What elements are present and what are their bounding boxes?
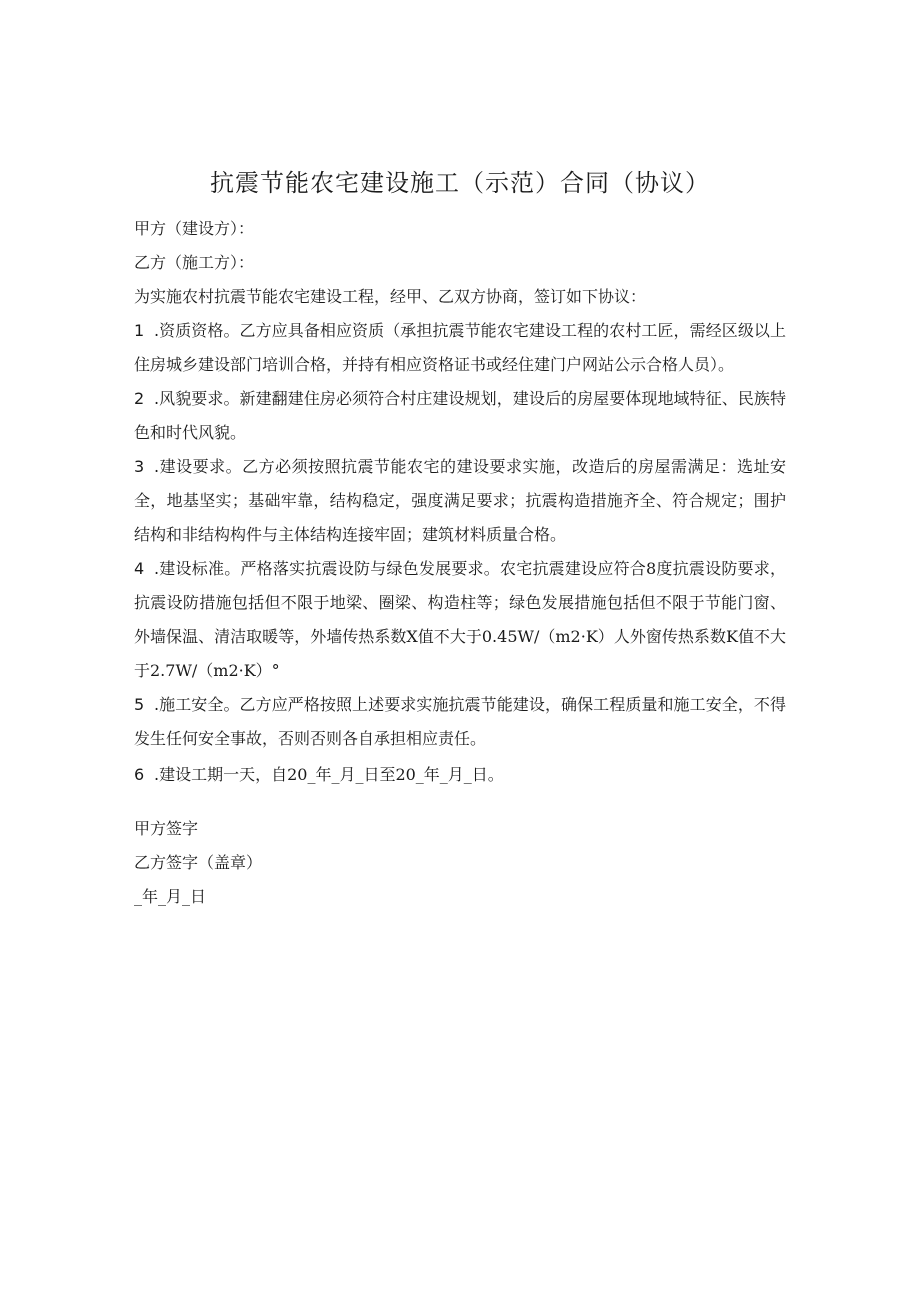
- party-a-line: 甲方（建设方）：: [134, 219, 255, 238]
- clause-number: 5: [134, 695, 145, 714]
- clause-2: [134, 382, 786, 450]
- clause-text: .施工安全。乙方应严格按照上述要求实施抗震节能建设，确保工程质量和施工安全，不得发生任何安全事故，否则否则各自承担相应责任。: [134, 695, 786, 748]
- clause-number: 4: [134, 559, 145, 578]
- party-a-signature: 甲方签字: [134, 819, 199, 838]
- clause-text: .建设要求。乙方必须按照抗震节能农宅的建设要求实施，改造后的房屋需满足：选址安全，地基坚实；基础牢靠，结构稳定，强度满足要求；抗震构造措施齐全、符合规定；围护结构和非结构构件与主体结构连接牢固；建筑材料质量合格。: [134, 457, 786, 544]
- clause-3: [134, 450, 786, 552]
- clause-number: 6: [134, 765, 145, 784]
- signature-block: [134, 812, 786, 914]
- clause-number: 3: [134, 457, 145, 476]
- party-b-signature: 乙方签字（盖章）: [134, 853, 263, 872]
- clause-text: .风貌要求。新建翻建住房必须符合村庄建设规划，建设后的房屋要体现地域特征、民族特色和时代风貌。: [134, 389, 786, 442]
- document-body: [134, 212, 786, 914]
- clause-6: [134, 758, 786, 792]
- clause-4: [134, 552, 786, 688]
- signature-date: _年_月_日: [134, 887, 207, 906]
- clause-text: .资质资格。乙方应具备相应资质（承担抗震节能农宅建设工程的农村工匠，需经区级以上住房城乡建设部门培训合格，并持有相应资格证书或经住建门户网站公示合格人员）。: [134, 321, 786, 374]
- clause-number: 2: [134, 389, 145, 408]
- clause-5: [134, 688, 786, 756]
- clause-number: 1: [134, 321, 145, 340]
- clause-1: [134, 314, 786, 382]
- clause-text: .建设工期一天，自20_年_月_日至20_年_月_日。: [154, 765, 504, 784]
- clause-text: .建设标准。严格落实抗震设防与绿色发展要求。农宅抗震建设应符合8度抗震设防要求，抗震设防措施包括但不限于地梁、圈梁、构造柱等；绿色发展措施包括但不限于节能门窗、外墙保温、清洁取暖等，外墙传热系数X值不大于0.45W/（m2·K）人外窗传热系数K值不大于2.7W/（m2·K）°: [134, 559, 786, 680]
- party-b-line: 乙方（施工方）：: [134, 253, 255, 272]
- intro-paragraph: 为实施农村抗震节能农宅建设工程，经甲、乙双方协商，签订如下协议：: [134, 287, 647, 306]
- document-title: 抗震节能农宅建设施工（示范）合同（协议）: [210, 169, 710, 197]
